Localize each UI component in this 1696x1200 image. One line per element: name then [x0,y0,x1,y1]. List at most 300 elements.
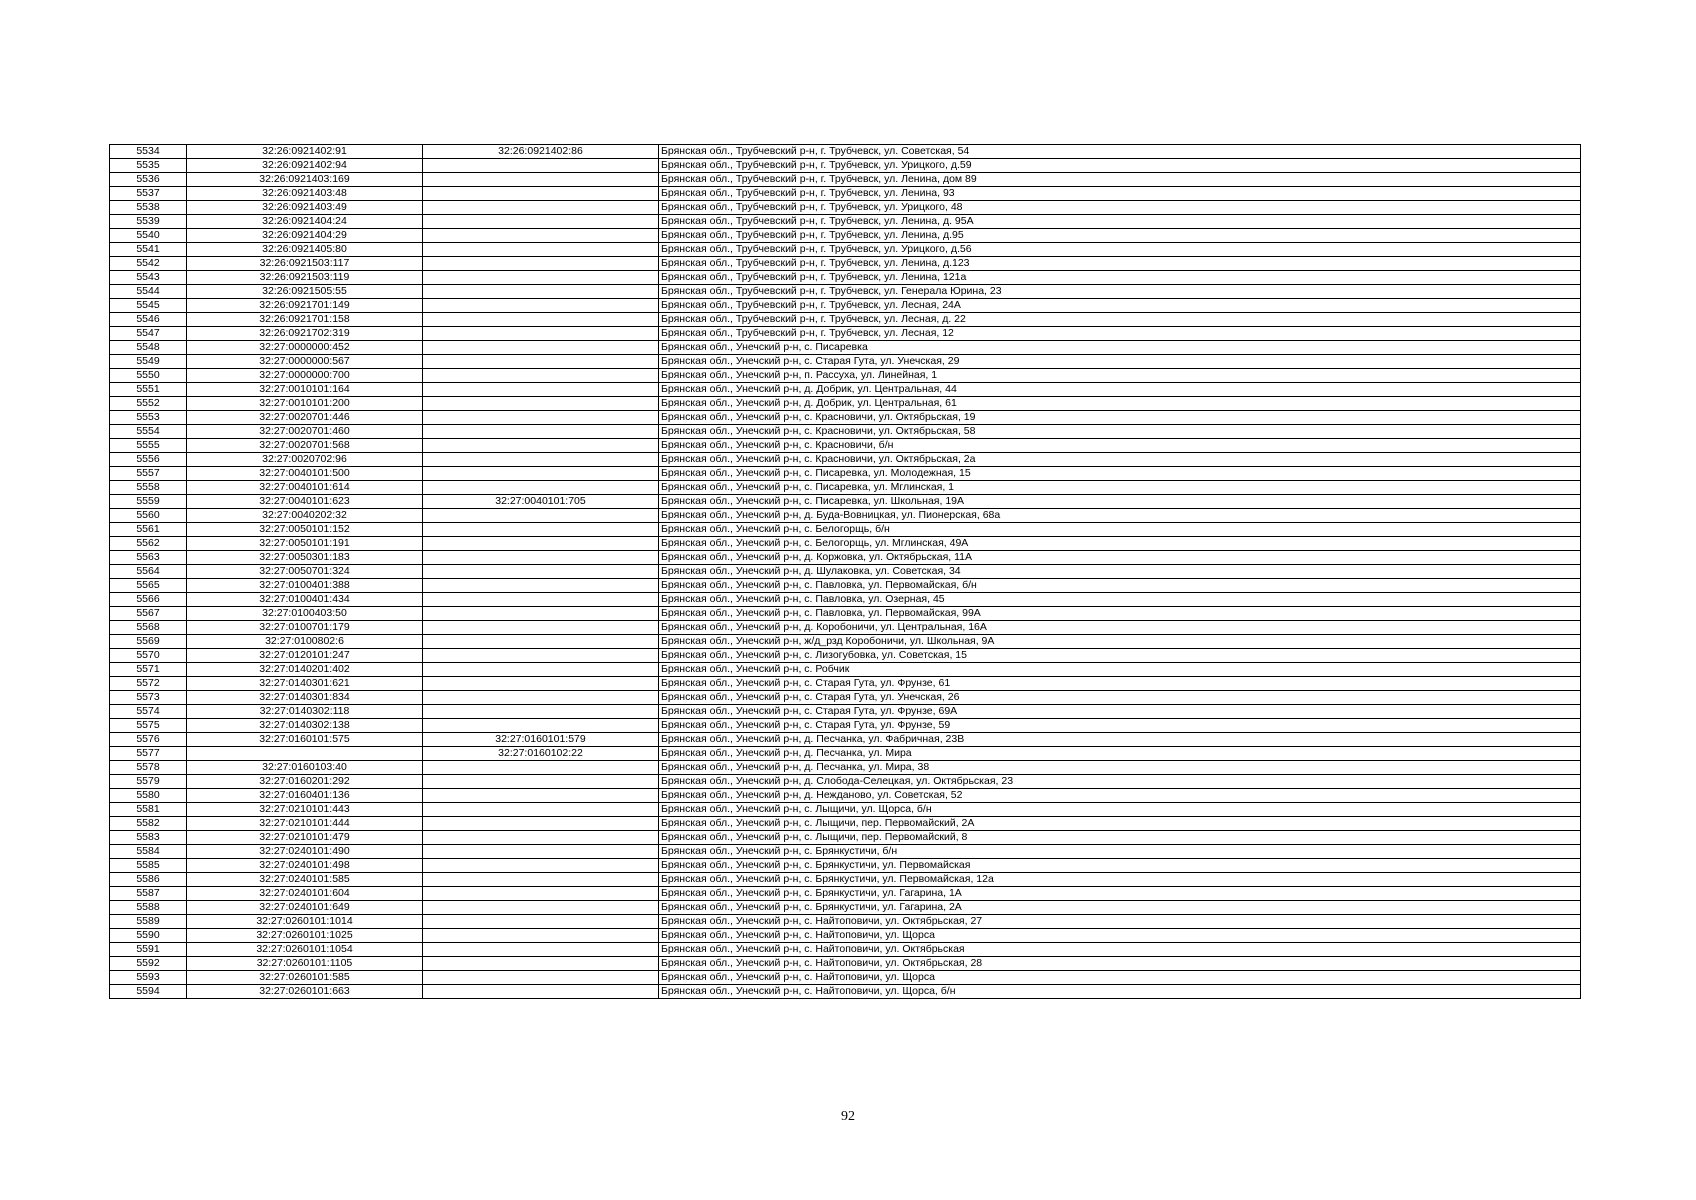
row-number-cell: 5583 [110,831,187,845]
related-cadastral-number-cell [423,285,659,299]
table-row [110,985,1581,999]
table-row [110,957,1581,971]
table-row [110,915,1581,929]
table-row [110,551,1581,565]
address-cell: Брянская обл., Унечский р-н, с. Лизогубовка, ул. Советская, 15 [659,649,1581,663]
table-row [110,817,1581,831]
table-row [110,803,1581,817]
related-cadastral-number-cell [423,509,659,523]
cadastral-number-cell: 32:27:0010101:164 [187,383,423,397]
table-row [110,971,1581,985]
related-cadastral-number-cell [423,481,659,495]
row-number-cell: 5572 [110,677,187,691]
related-cadastral-number-cell [423,985,659,999]
row-number-cell: 5540 [110,229,187,243]
cadastral-number-cell: 32:27:0240101:585 [187,873,423,887]
row-number-cell: 5573 [110,691,187,705]
related-cadastral-number-cell [423,887,659,901]
address-cell: Брянская обл., Унечский р-н, с. Найтоповичи, ул. Октябрьская [659,943,1581,957]
table-row [110,621,1581,635]
row-number-cell: 5534 [110,145,187,159]
table-row [110,593,1581,607]
row-number-cell: 5585 [110,859,187,873]
row-number-cell: 5571 [110,663,187,677]
address-cell: Брянская обл., Унечский р-н, с. Найтоповичи, ул. Щорса [659,929,1581,943]
related-cadastral-number-cell [423,593,659,607]
related-cadastral-number-cell [423,537,659,551]
address-cell: Брянская обл., Унечский р-н, с. Старая Гута, ул. Фрунзе, 59 [659,719,1581,733]
table-row [110,215,1581,229]
row-number-cell: 5535 [110,159,187,173]
address-cell: Брянская обл., Унечский р-н, п. Рассуха, ул. Линейная, 1 [659,369,1581,383]
cadastral-number-cell: 32:27:0140301:834 [187,691,423,705]
row-number-cell: 5553 [110,411,187,425]
row-number-cell: 5584 [110,845,187,859]
row-number-cell: 5544 [110,285,187,299]
row-number-cell: 5541 [110,243,187,257]
row-number-cell: 5592 [110,957,187,971]
cadastral-number-cell: 32:27:0020701:568 [187,439,423,453]
table-row [110,943,1581,957]
cadastral-number-cell: 32:27:0260101:663 [187,985,423,999]
table-row [110,873,1581,887]
row-number-cell: 5552 [110,397,187,411]
cadastral-number-cell: 32:27:0010101:200 [187,397,423,411]
table-row [110,313,1581,327]
table-row [110,467,1581,481]
cadastral-number-cell: 32:27:0140301:621 [187,677,423,691]
related-cadastral-number-cell [423,425,659,439]
cadastral-number-cell: 32:27:0260101:585 [187,971,423,985]
address-cell: Брянская обл., Трубчевский р-н, г. Трубчевск, ул. Ленина, д.123 [659,257,1581,271]
row-number-cell: 5538 [110,201,187,215]
row-number-cell: 5566 [110,593,187,607]
address-cell: Брянская обл., Унечский р-н, с. Робчик [659,663,1581,677]
table-row [110,341,1581,355]
related-cadastral-number-cell: 32:26:0921402:86 [423,145,659,159]
address-cell: Брянская обл., Трубчевский р-н, г. Трубчевск, ул. Ленина, 93 [659,187,1581,201]
related-cadastral-number-cell [423,159,659,173]
related-cadastral-number-cell [423,229,659,243]
table-row [110,495,1581,509]
related-cadastral-number-cell [423,635,659,649]
table-row [110,705,1581,719]
row-number-cell: 5563 [110,551,187,565]
table-row [110,411,1581,425]
cadastral-number-cell: 32:26:0921403:49 [187,201,423,215]
address-cell: Брянская обл., Трубчевский р-н, г. Трубчевск, ул. Лесная, д. 22 [659,313,1581,327]
row-number-cell: 5542 [110,257,187,271]
related-cadastral-number-cell [423,943,659,957]
table-row [110,453,1581,467]
row-number-cell: 5580 [110,789,187,803]
row-number-cell: 5593 [110,971,187,985]
cadastral-number-cell: 32:27:0020701:446 [187,411,423,425]
table-row [110,649,1581,663]
table-row [110,285,1581,299]
related-cadastral-number-cell [423,719,659,733]
related-cadastral-number-cell [423,789,659,803]
table-row [110,159,1581,173]
table-row [110,859,1581,873]
row-number-cell: 5561 [110,523,187,537]
cadastral-number-cell: 32:27:0000000:452 [187,341,423,355]
cadastral-number-cell: 32:27:0050701:324 [187,565,423,579]
related-cadastral-number-cell [423,383,659,397]
related-cadastral-number-cell [423,873,659,887]
row-number-cell: 5577 [110,747,187,761]
row-number-cell: 5556 [110,453,187,467]
table-row [110,187,1581,201]
cadastral-number-cell: 32:27:0100401:434 [187,593,423,607]
address-cell: Брянская обл., Унечский р-н, с. Лыщичи, пер. Первомайский, 8 [659,831,1581,845]
related-cadastral-number-cell [423,957,659,971]
address-cell: Брянская обл., Унечский р-н, с. Найтоповичи, ул. Октябрьская, 28 [659,957,1581,971]
related-cadastral-number-cell [423,355,659,369]
row-number-cell: 5562 [110,537,187,551]
table-row [110,663,1581,677]
address-cell: Брянская обл., Унечский р-н, д. Добрик, ул. Центральная, 61 [659,397,1581,411]
row-number-cell: 5560 [110,509,187,523]
address-cell: Брянская обл., Унечский р-н, с. Красновичи, ул. Октябрьская, 58 [659,425,1581,439]
row-number-cell: 5570 [110,649,187,663]
address-cell: Брянская обл., Унечский р-н, с. Брянкустичи, б/н [659,845,1581,859]
cadastral-number-cell: 32:27:0100403:50 [187,607,423,621]
related-cadastral-number-cell [423,579,659,593]
cadastral-number-cell: 32:27:0020702:96 [187,453,423,467]
address-cell: Брянская обл., Унечский р-н, с. Найтоповичи, ул. Щорса, б/н [659,985,1581,999]
related-cadastral-number-cell [423,775,659,789]
related-cadastral-number-cell [423,215,659,229]
cadastral-number-cell: 32:27:0240101:649 [187,901,423,915]
address-cell: Брянская обл., Унечский р-н, с. Брянкустичи, ул. Первомайская [659,859,1581,873]
table-row [110,299,1581,313]
table-row [110,929,1581,943]
address-cell: Брянская обл., Унечский р-н, с. Старая Гута, ул. Фрунзе, 61 [659,677,1581,691]
table-row [110,677,1581,691]
address-cell: Брянская обл., Трубчевский р-н, г. Трубчевск, ул. Ленина, д. 95А [659,215,1581,229]
address-cell: Брянская обл., Унечский р-н, с. Писаревка [659,341,1581,355]
registry-table-body [110,145,1581,999]
row-number-cell: 5558 [110,481,187,495]
address-cell: Брянская обл., Унечский р-н, д. Буда-Вовницкая, ул. Пионерская, 68а [659,509,1581,523]
cadastral-number-cell: 32:27:0160201:292 [187,775,423,789]
cadastral-number-cell: 32:26:0921402:94 [187,159,423,173]
address-cell: Брянская обл., Унечский р-н, с. Брянкустичи, ул. Первомайская, 12а [659,873,1581,887]
row-number-cell: 5588 [110,901,187,915]
cadastral-number-cell: 32:27:0140302:118 [187,705,423,719]
cadastral-number-cell: 32:27:0140201:402 [187,663,423,677]
related-cadastral-number-cell [423,817,659,831]
related-cadastral-number-cell: 32:27:0040101:705 [423,495,659,509]
table-row [110,789,1581,803]
address-cell: Брянская обл., Унечский р-н, д. Слобода-Селецкая, ул. Октябрьская, 23 [659,775,1581,789]
row-number-cell: 5582 [110,817,187,831]
related-cadastral-number-cell [423,201,659,215]
address-cell: Брянская обл., Унечский р-н, с. Старая Гута, ул. Унечская, 26 [659,691,1581,705]
related-cadastral-number-cell [423,439,659,453]
row-number-cell: 5589 [110,915,187,929]
related-cadastral-number-cell [423,831,659,845]
row-number-cell: 5594 [110,985,187,999]
related-cadastral-number-cell [423,551,659,565]
related-cadastral-number-cell [423,761,659,775]
address-cell: Брянская обл., Трубчевский р-н, г. Трубчевск, ул. Лесная, 24А [659,299,1581,313]
cadastral-number-cell: 32:26:0921404:24 [187,215,423,229]
address-cell: Брянская обл., Унечский р-н, с. Красновичи, б/н [659,439,1581,453]
address-cell: Брянская обл., Трубчевский р-н, г. Трубчевск, ул. Ленина, 121а [659,271,1581,285]
address-cell: Брянская обл., Унечский р-н, с. Писаревка, ул. Мглинская, 1 [659,481,1581,495]
related-cadastral-number-cell [423,845,659,859]
row-number-cell: 5550 [110,369,187,383]
related-cadastral-number-cell [423,677,659,691]
cadastral-number-cell: 32:27:0260101:1054 [187,943,423,957]
address-cell: Брянская обл., Унечский р-н, с. Лыщичи, ул. Щорса, б/н [659,803,1581,817]
address-cell: Брянская обл., Унечский р-н, с. Красновичи, ул. Октябрьская, 2а [659,453,1581,467]
related-cadastral-number-cell: 32:27:0160101:579 [423,733,659,747]
address-cell: Брянская обл., Трубчевский р-н, г. Трубчевск, ул. Советская, 54 [659,145,1581,159]
address-cell: Брянская обл., Унечский р-н, д. Коржовка, ул. Октябрьская, 11А [659,551,1581,565]
address-cell: Брянская обл., Трубчевский р-н, г. Трубчевск, ул. Урицкого, 48 [659,201,1581,215]
table-row [110,173,1581,187]
cadastral-number-cell: 32:27:0160401:136 [187,789,423,803]
cadastral-number-cell: 32:27:0210101:443 [187,803,423,817]
table-row [110,831,1581,845]
address-cell: Брянская обл., Трубчевский р-н, г. Трубчевск, ул. Лесная, 12 [659,327,1581,341]
table-row [110,355,1581,369]
address-cell: Брянская обл., Трубчевский р-н, г. Трубчевск, ул. Ленина, дом 89 [659,173,1581,187]
cadastral-number-cell: 32:27:0040101:623 [187,495,423,509]
table-row [110,509,1581,523]
related-cadastral-number-cell [423,859,659,873]
table-row [110,733,1581,747]
cadastral-number-cell: 32:27:0210101:479 [187,831,423,845]
row-number-cell: 5579 [110,775,187,789]
cadastral-number-cell: 32:27:0040101:500 [187,467,423,481]
related-cadastral-number-cell [423,649,659,663]
table-row [110,425,1581,439]
related-cadastral-number-cell [423,299,659,313]
table-row [110,775,1581,789]
table-row [110,607,1581,621]
address-cell: Брянская обл., Унечский р-н, д. Добрик, ул. Центральная, 44 [659,383,1581,397]
row-number-cell: 5586 [110,873,187,887]
row-number-cell: 5557 [110,467,187,481]
related-cadastral-number-cell [423,257,659,271]
table-row [110,327,1581,341]
table-row [110,369,1581,383]
row-number-cell: 5554 [110,425,187,439]
row-number-cell: 5568 [110,621,187,635]
related-cadastral-number-cell [423,341,659,355]
cadastral-number-cell: 32:27:0020701:460 [187,425,423,439]
table-row [110,523,1581,537]
address-cell: Брянская обл., Унечский р-н, с. Белогорщь, ул. Мглинская, 49А [659,537,1581,551]
table-row [110,481,1581,495]
address-cell: Брянская обл., Унечский р-н, с. Писаревка, ул. Молодежная, 15 [659,467,1581,481]
cadastral-number-cell: 32:27:0040202:32 [187,509,423,523]
cadastral-number-cell: 32:27:0260101:1014 [187,915,423,929]
row-number-cell: 5576 [110,733,187,747]
cadastral-number-cell: 32:27:0100802:6 [187,635,423,649]
related-cadastral-number-cell [423,929,659,943]
row-number-cell: 5591 [110,943,187,957]
cadastral-number-cell: 32:27:0000000:700 [187,369,423,383]
related-cadastral-number-cell [423,411,659,425]
cadastral-number-cell: 32:27:0160101:575 [187,733,423,747]
table-row [110,201,1581,215]
address-cell: Брянская обл., Унечский р-н, д. Песчанка, ул. Мира [659,747,1581,761]
table-row [110,271,1581,285]
address-cell: Брянская обл., Унечский р-н, ж/д_рзд Коробоничи, ул. Школьная, 9А [659,635,1581,649]
cadastral-number-cell: 32:27:0260101:1025 [187,929,423,943]
row-number-cell: 5578 [110,761,187,775]
related-cadastral-number-cell [423,313,659,327]
related-cadastral-number-cell [423,523,659,537]
cadastral-number-cell: 32:26:0921404:29 [187,229,423,243]
table-row [110,901,1581,915]
cadastral-number-cell: 32:26:0921701:149 [187,299,423,313]
related-cadastral-number-cell [423,621,659,635]
row-number-cell: 5567 [110,607,187,621]
address-cell: Брянская обл., Трубчевский р-н, г. Трубчевск, ул. Ленина, д.95 [659,229,1581,243]
related-cadastral-number-cell [423,901,659,915]
cadastral-number-cell: 32:27:0240101:498 [187,859,423,873]
address-cell: Брянская обл., Унечский р-н, с. Найтоповичи, ул. Октябрьская, 27 [659,915,1581,929]
cadastral-number-cell: 32:27:0050301:183 [187,551,423,565]
related-cadastral-number-cell [423,467,659,481]
cadastral-number-cell: 32:27:0040101:614 [187,481,423,495]
cadastral-number-cell: 32:26:0921503:117 [187,257,423,271]
address-cell: Брянская обл., Унечский р-н, с. Брянкустичи, ул. Гагарина, 2А [659,901,1581,915]
address-cell: Брянская обл., Унечский р-н, д. Песчанка, ул. Фабричная, 23В [659,733,1581,747]
row-number-cell: 5543 [110,271,187,285]
row-number-cell: 5564 [110,565,187,579]
row-number-cell: 5551 [110,383,187,397]
row-number-cell: 5537 [110,187,187,201]
address-cell: Брянская обл., Унечский р-н, д. Песчанка, ул. Мира, 38 [659,761,1581,775]
address-cell: Брянская обл., Унечский р-н, с. Красновичи, ул. Октябрьская, 19 [659,411,1581,425]
related-cadastral-number-cell [423,173,659,187]
address-cell: Брянская обл., Трубчевский р-н, г. Трубчевск, ул. Урицкого, д.59 [659,159,1581,173]
row-number-cell: 5549 [110,355,187,369]
cadastral-number-cell: 32:27:0140302:138 [187,719,423,733]
table-row [110,145,1581,159]
table-row [110,397,1581,411]
cadastral-number-cell: 32:27:0000000:567 [187,355,423,369]
cadastral-number-cell: 32:27:0050101:191 [187,537,423,551]
related-cadastral-number-cell [423,705,659,719]
row-number-cell: 5555 [110,439,187,453]
address-cell: Брянская обл., Унечский р-н, с. Писаревка, ул. Школьная, 19А [659,495,1581,509]
related-cadastral-number-cell [423,327,659,341]
related-cadastral-number-cell [423,663,659,677]
table-row [110,579,1581,593]
row-number-cell: 5575 [110,719,187,733]
cadastral-number-cell: 32:27:0240101:490 [187,845,423,859]
table-row [110,845,1581,859]
table-row [110,761,1581,775]
row-number-cell: 5548 [110,341,187,355]
table-row [110,537,1581,551]
related-cadastral-number-cell [423,971,659,985]
cadastral-number-cell: 32:26:0921505:55 [187,285,423,299]
address-cell: Брянская обл., Унечский р-н, д. Шулаковка, ул. Советская, 34 [659,565,1581,579]
related-cadastral-number-cell: 32:27:0160102:22 [423,747,659,761]
cadastral-number-cell: 32:26:0921403:169 [187,173,423,187]
address-cell: Брянская обл., Трубчевский р-н, г. Трубчевск, ул. Генерала Юрина, 23 [659,285,1581,299]
related-cadastral-number-cell [423,691,659,705]
related-cadastral-number-cell [423,369,659,383]
cadastral-number-cell: 32:27:0240101:604 [187,887,423,901]
address-cell: Брянская обл., Унечский р-н, д. Нежданово, ул. Советская, 52 [659,789,1581,803]
table-row [110,719,1581,733]
table-row [110,383,1581,397]
related-cadastral-number-cell [423,453,659,467]
address-cell: Брянская обл., Унечский р-н, с. Павловка, ул. Первомайская, б/н [659,579,1581,593]
row-number-cell: 5569 [110,635,187,649]
address-cell: Брянская обл., Трубчевский р-н, г. Трубчевск, ул. Урицкого, д.56 [659,243,1581,257]
row-number-cell: 5536 [110,173,187,187]
table-row [110,257,1581,271]
address-cell: Брянская обл., Унечский р-н, с. Старая Гута, ул. Унечская, 29 [659,355,1581,369]
registry-table [109,144,1581,999]
row-number-cell: 5574 [110,705,187,719]
cadastral-number-cell: 32:26:0921405:80 [187,243,423,257]
row-number-cell: 5590 [110,929,187,943]
table-row [110,229,1581,243]
address-cell: Брянская обл., Унечский р-н, с. Павловка, ул. Озерная, 45 [659,593,1581,607]
table-row [110,887,1581,901]
row-number-cell: 5547 [110,327,187,341]
address-cell: Брянская обл., Унечский р-н, с. Старая Гута, ул. Фрунзе, 69А [659,705,1581,719]
row-number-cell: 5559 [110,495,187,509]
related-cadastral-number-cell [423,607,659,621]
table-row [110,747,1581,761]
row-number-cell: 5565 [110,579,187,593]
cadastral-number-cell: 32:26:0921503:119 [187,271,423,285]
related-cadastral-number-cell [423,397,659,411]
cadastral-number-cell: 32:26:0921403:48 [187,187,423,201]
row-number-cell: 5545 [110,299,187,313]
table-row [110,565,1581,579]
cadastral-number-cell: 32:26:0921402:91 [187,145,423,159]
related-cadastral-number-cell [423,271,659,285]
address-cell: Брянская обл., Унечский р-н, с. Лыщичи, пер. Первомайский, 2А [659,817,1581,831]
cadastral-number-cell [187,747,423,761]
cadastral-number-cell: 32:26:0921702:319 [187,327,423,341]
cadastral-number-cell: 32:27:0160103:40 [187,761,423,775]
table-row [110,691,1581,705]
related-cadastral-number-cell [423,187,659,201]
cadastral-number-cell: 32:27:0260101:1105 [187,957,423,971]
related-cadastral-number-cell [423,565,659,579]
cadastral-number-cell: 32:27:0210101:444 [187,817,423,831]
row-number-cell: 5546 [110,313,187,327]
row-number-cell: 5539 [110,215,187,229]
row-number-cell: 5581 [110,803,187,817]
address-cell: Брянская обл., Унечский р-н, д. Коробоничи, ул. Центральная, 16А [659,621,1581,635]
related-cadastral-number-cell [423,803,659,817]
related-cadastral-number-cell [423,243,659,257]
table-row [110,243,1581,257]
table-row [110,439,1581,453]
cadastral-number-cell: 32:26:0921701:158 [187,313,423,327]
cadastral-number-cell: 32:27:0100401:388 [187,579,423,593]
address-cell: Брянская обл., Унечский р-н, с. Белогорщь, б/н [659,523,1581,537]
address-cell: Брянская обл., Унечский р-н, с. Павловка, ул. Первомайская, 99А [659,607,1581,621]
address-cell: Брянская обл., Унечский р-н, с. Брянкустичи, ул. Гагарина, 1А [659,887,1581,901]
